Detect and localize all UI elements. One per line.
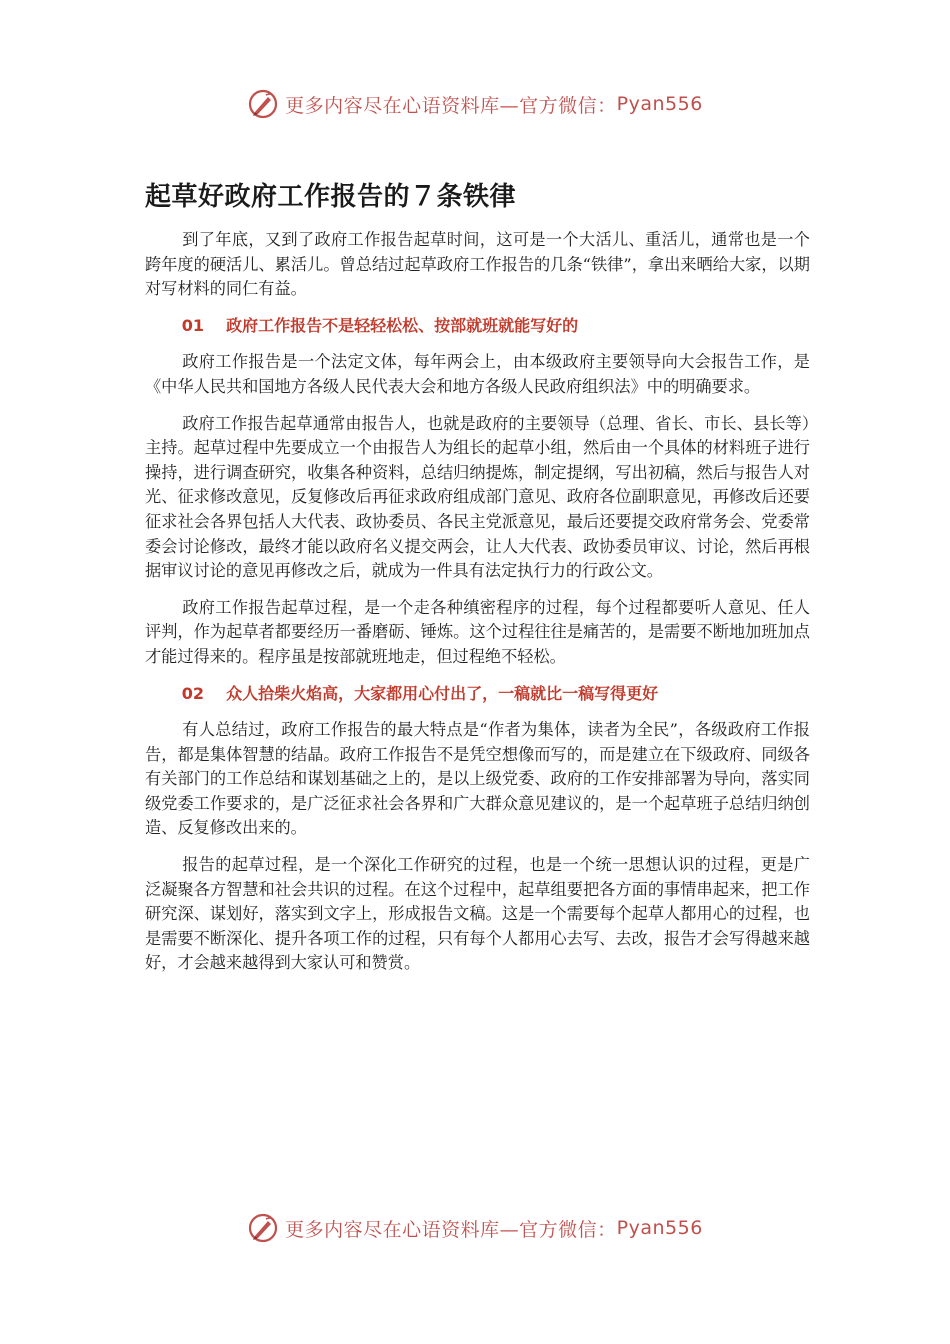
body-paragraph: 有人总结过，政府工作报告的最大特点是“作者为集体，读者为全民”，各级政府工作报告，都是集体智慧的结晶。政府工作报告不是凭空想像而写的，而是建立在下级政府、同级各有关部门的工作总结和谋划基础之上的，是以上级党委、政府的工作安排部署为导向，落实同级党委工作要求的，是广泛征求社会各界和广大群众意见建议的，是一个起草班子总结归纳创造、反复修改出来的。 (145, 720, 810, 838)
banner-handle: Pyan556 (616, 93, 703, 115)
section-heading-text: 众人拾柴火焰高，大家都用心付出了，一稿就比一稿写得更好 (226, 683, 659, 703)
pen-logo-icon (247, 88, 279, 120)
body-paragraph: 政府工作报告起草通常由报告人，也就是政府的主要领导（总理、省长、市长、县长等）主持。起草过程中先要成立一个由报告人为组长的起草小组，然后由一个具体的材料班子进行操持，进行调查研究，收集各种资料，总结归纳提炼，制定提纲，写出初稿，然后与报告人对光、征求修改意见，反复修改后再征求政府组成部门意见、政府各位副职意见，再修改后还要征求社会各界包括人大代表、政协委员、各民主党派意见，最后还要提交政府常务会、党委常委会讨论修改，最终才能以政府名义提交两会，让人大代表、政协委员审议、讨论，然后再根据审议讨论的意见再修改之后，就成为一件具有法定执行力的行政公文。 (145, 413, 810, 581)
body-paragraph: 政府工作报告起草过程，是一个走各种缜密程序的过程，每个过程都要听人意见、任人评判，作为起草者都要经历一番磨砺、锤炼。这个过程往往是痛苦的，是需要不断地加班加点才能过得来的。程序虽是按部就班地走，但过程绝不轻松。 (145, 597, 810, 666)
section-heading-2 (145, 682, 810, 707)
banner-text: 更多内容尽在心语资料库—官方微信： (285, 94, 617, 117)
header-banner (0, 84, 950, 124)
pen-logo-icon (247, 1212, 279, 1244)
body-paragraph: 政府工作报告是一个法定文体，每年两会上，由本级政府主要领导向大会报告工作，是《中华人民共和国地方各级人民代表大会和地方各级人民政府组织法》中的明确要求。 (145, 352, 810, 396)
document-body (145, 228, 810, 988)
banner-text: 更多内容尽在心语资料库—官方微信： (285, 1218, 617, 1241)
section-heading-1 (145, 314, 810, 339)
banner-handle: Pyan556 (616, 1217, 703, 1239)
intro-paragraph: 到了年底，又到了政府工作报告起草时间，这可是一个大活儿、重活儿，通常也是一个跨年度的硬活儿、累活儿。曾总结过起草政府工作报告的几条“铁律”，拿出来晒给大家，以期对写材料的同仁有益。 (145, 230, 810, 299)
footer-banner (0, 1208, 950, 1248)
section-number: 01 (181, 315, 205, 335)
document-title: 起草好政府工作报告的７条铁律 (145, 182, 517, 212)
section-heading-text: 政府工作报告不是轻轻松松、按部就班就能写好的 (226, 315, 579, 335)
section-number: 02 (181, 683, 205, 703)
body-paragraph: 报告的起草过程，是一个深化工作研究的过程，也是一个统一思想认识的过程，更是广泛凝聚各方智慧和社会共识的过程。在这个过程中，起草组要把各方面的事情串起来，把工作研究深、谋划好，落实到文字上，形成报告文稿。这是一个需要每个起草人都用心的过程，也是需要不断深化、提升各项工作的过程，只有每个人都用心去写、去改，报告才会写得越来越好，才会越来越得到大家认可和赞赏。 (145, 855, 810, 973)
